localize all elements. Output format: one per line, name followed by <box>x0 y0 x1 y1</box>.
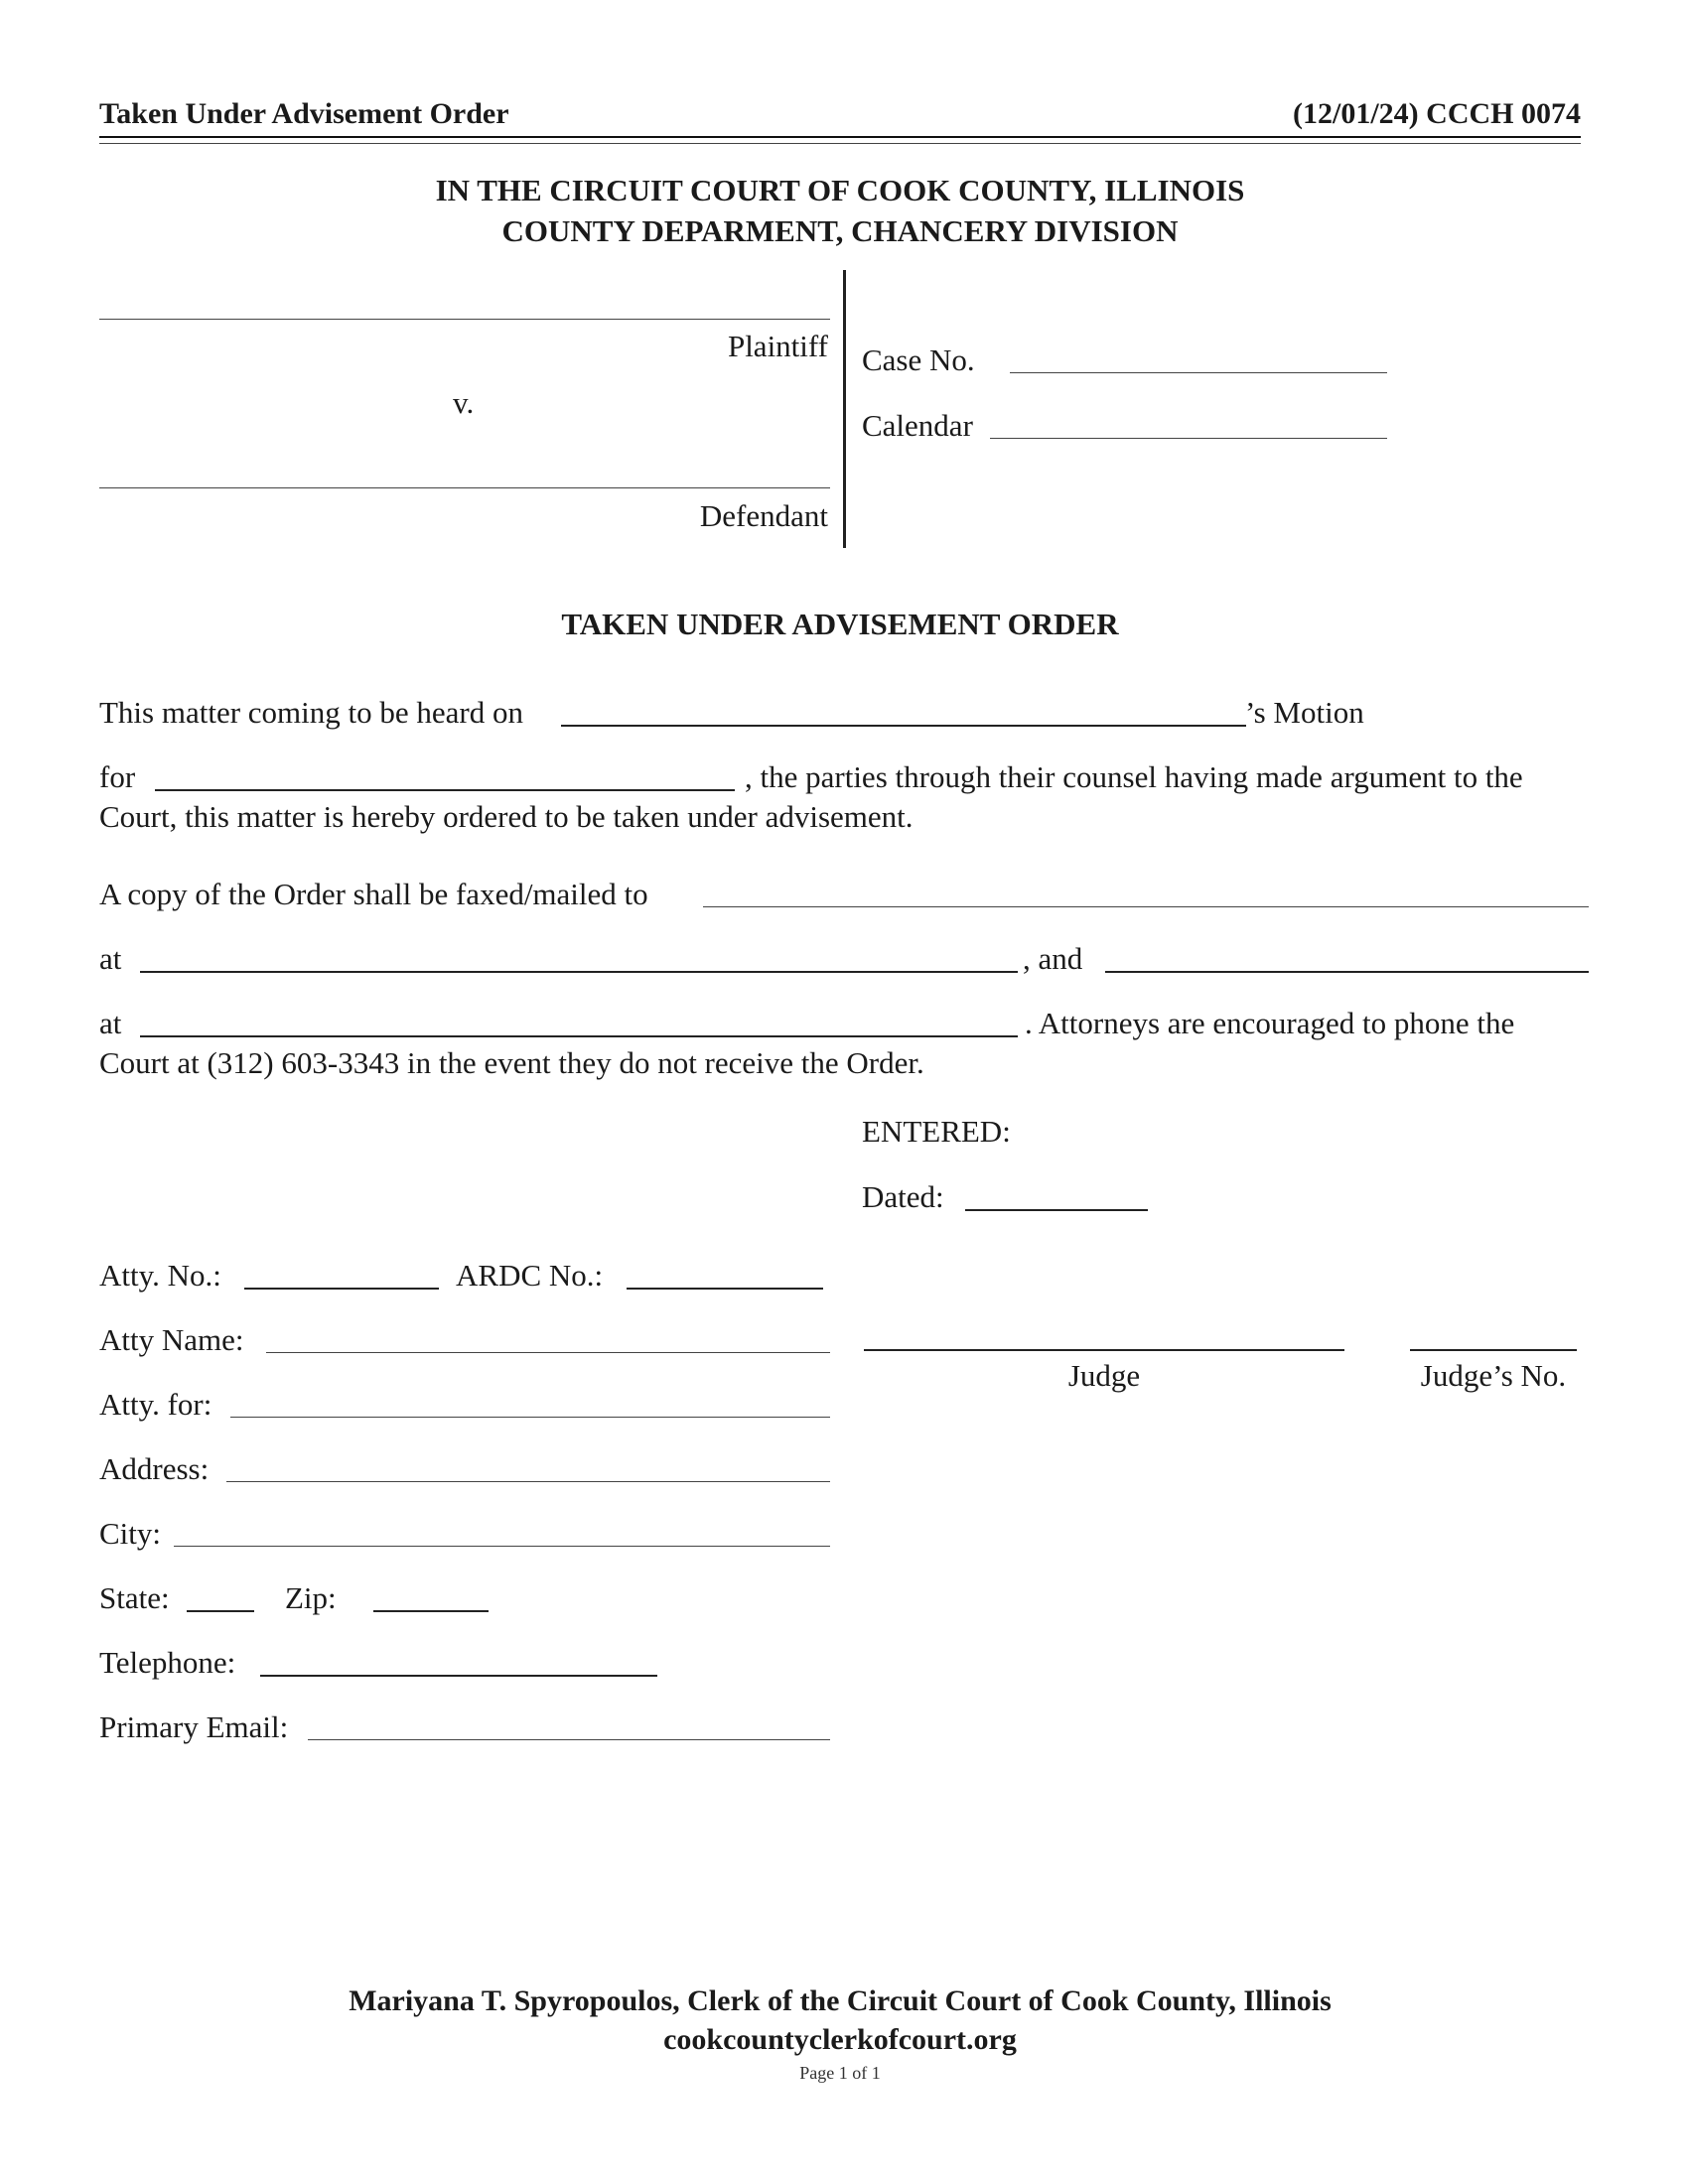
phone-line: Court at (312) 603-3343 in the event they do not receive the Order. <box>99 1045 924 1080</box>
motion-purpose-field[interactable] <box>155 789 735 791</box>
judge-label: Judge <box>1067 1358 1141 1393</box>
form-title: Taken Under Advisement Order <box>99 97 509 130</box>
second-recipient-field[interactable] <box>1105 971 1589 973</box>
caption-divider <box>843 270 846 548</box>
telephone-label: Telephone: <box>99 1645 236 1680</box>
heard-on-label: This matter coming to be heard on <box>99 695 523 730</box>
dated-label: Dated: <box>862 1179 944 1214</box>
copy-recipient-field[interactable] <box>703 906 1589 907</box>
atty-name-label: Atty Name: <box>99 1322 244 1357</box>
form-code: (12/01/24) CCCH 0074 <box>1293 97 1581 130</box>
calendar-field[interactable] <box>990 438 1387 439</box>
clerk-name: Mariyana T. Spyropoulos, Clerk of the Circuit Court of Cook County, Illinois <box>349 1984 1332 2017</box>
page-number: Page 1 of 1 <box>799 2063 881 2083</box>
case-no-label: Case No. <box>862 342 975 377</box>
zip-label: Zip: <box>285 1580 337 1615</box>
court-name: IN THE CIRCUIT COURT OF COOK COUNTY, ILLINOIS <box>435 173 1245 207</box>
header-rule-bottom <box>99 143 1581 144</box>
for-label: for <box>99 759 136 794</box>
atty-for-label: Atty. for: <box>99 1387 212 1422</box>
case-no-field[interactable] <box>1010 372 1387 373</box>
state-field[interactable] <box>187 1610 254 1612</box>
address-label: Address: <box>99 1451 210 1486</box>
city-label: City: <box>99 1516 162 1551</box>
email-label: Primary Email: <box>99 1709 289 1744</box>
atty-name-field[interactable] <box>266 1352 830 1353</box>
argument-text: , the parties through their counsel having made argument to the <box>745 759 1523 794</box>
address-field-2[interactable] <box>140 1035 1018 1037</box>
state-label: State: <box>99 1580 170 1615</box>
atty-no-label: Atty. No.: <box>99 1258 221 1293</box>
copy-to-label: A copy of the Order shall be faxed/mailed to <box>99 877 648 911</box>
versus-label: v. <box>453 385 475 420</box>
address-field[interactable] <box>226 1481 830 1482</box>
city-field[interactable] <box>174 1546 830 1547</box>
and-label: , and <box>1023 941 1083 976</box>
atty-no-field[interactable] <box>244 1288 439 1290</box>
ardc-no-field[interactable] <box>627 1288 823 1290</box>
calendar-label: Calendar <box>862 408 973 443</box>
clerk-website[interactable]: cookcountyclerkofcourt.org <box>663 2023 1017 2056</box>
court-division: COUNTY DEPARMENT, CHANCERY DIVISION <box>501 213 1179 248</box>
atty-for-field[interactable] <box>230 1417 830 1418</box>
dated-field[interactable] <box>965 1209 1148 1211</box>
advisement-text: Court, this matter is hereby ordered to be taken under advisement. <box>99 799 914 834</box>
judge-signature-line[interactable] <box>864 1349 1344 1351</box>
judge-no-label: Judge’s No. <box>1420 1358 1567 1393</box>
zip-field[interactable] <box>373 1610 489 1612</box>
telephone-field[interactable] <box>260 1675 657 1677</box>
address-field-1[interactable] <box>140 971 1018 973</box>
motion-party-field[interactable] <box>561 725 1246 727</box>
judge-no-field[interactable] <box>1410 1349 1577 1351</box>
plaintiff-label: Plaintiff <box>727 329 828 363</box>
plaintiff-name-line[interactable] <box>99 319 830 320</box>
header-rule-top <box>99 136 1581 138</box>
at-label-1: at <box>99 941 122 976</box>
ardc-no-label: ARDC No.: <box>456 1258 604 1293</box>
email-field[interactable] <box>308 1739 830 1740</box>
defendant-name-line[interactable] <box>99 487 830 488</box>
phone-text: . Attorneys are encouraged to phone the <box>1025 1006 1515 1040</box>
defendant-label: Defendant <box>699 498 828 533</box>
order-title: TAKEN UNDER ADVISEMENT ORDER <box>561 607 1119 641</box>
entered-label: ENTERED: <box>862 1114 1011 1149</box>
at-label-2: at <box>99 1006 122 1040</box>
motion-suffix: ’s Motion <box>1245 695 1364 730</box>
